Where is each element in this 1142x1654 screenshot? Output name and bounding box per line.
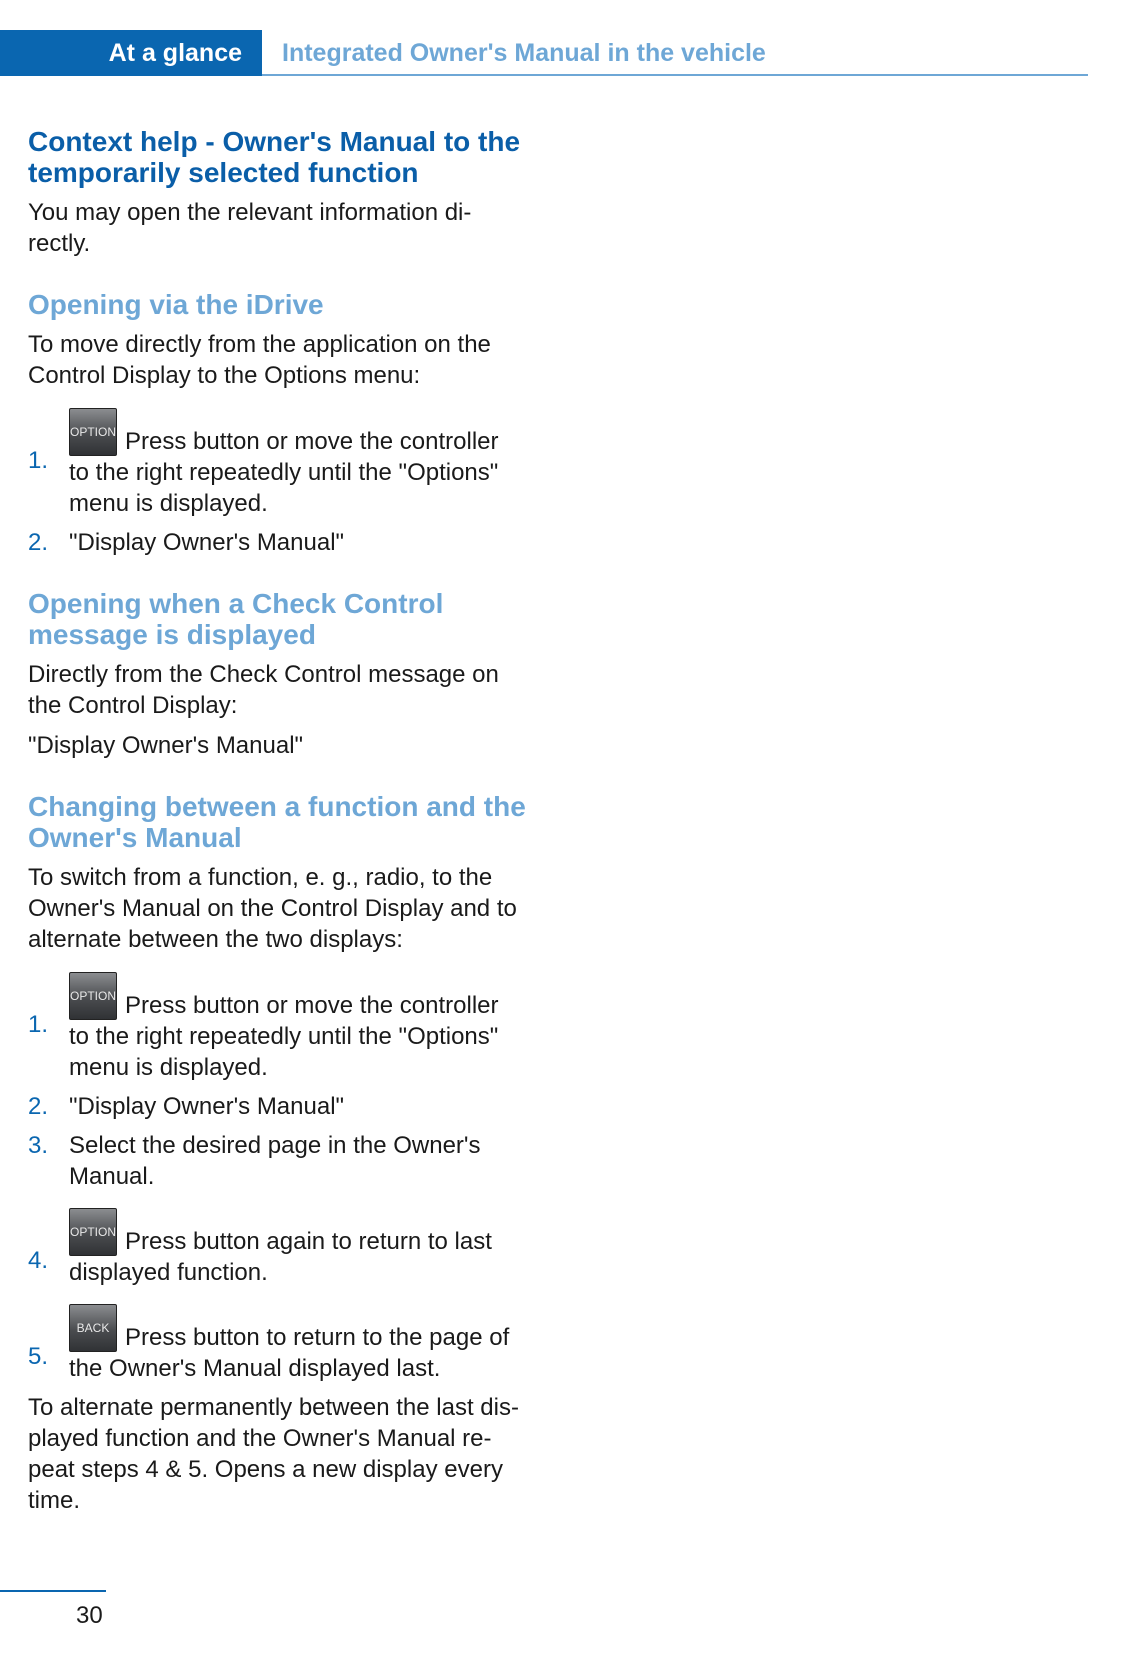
main-column	[28, 126, 548, 1525]
changing-intro: To switch from a function, e. g., radio, to the Owner's Manual on the Control Display and to alternate between the two displays:	[28, 864, 517, 953]
option-button-icon: OPTION	[69, 972, 117, 1020]
subtitle-check-control: Opening when a Check Control message is displayed	[28, 588, 444, 650]
list-item: 3. Select the desired page in the Owner's Manual.	[28, 1132, 481, 1190]
option-button-icon: OPTION	[69, 1208, 117, 1256]
via-idrive-intro: To move directly from the application on the Control Display to the Options menu:	[28, 331, 491, 389]
footer-rule	[0, 1590, 106, 1592]
check-control-action: "Display Owner's Manual"	[28, 732, 304, 759]
header-section-tab: At a glance	[0, 30, 262, 76]
header-chapter-title: Integrated Owner's Manual in the vehicle	[282, 39, 766, 67]
list-item: 1. OPTION Press button or move the controller to the right repeatedly until the "Options" menu is displayed.	[28, 408, 548, 519]
list-item: 4. OPTION Press button again to return to last displayed function.	[28, 1208, 548, 1288]
subtitle-via-idrive: Opening via the iDrive	[28, 289, 324, 320]
option-button-icon: OPTION	[69, 408, 117, 456]
changing-steps	[28, 972, 548, 1384]
context-help-intro: You may open the relevant information di- rectly.	[28, 199, 472, 257]
section-title-context-help: Context help - Owner's Manual to the temporarily selected function	[28, 126, 521, 188]
subtitle-changing: Changing between a function and the Owner's Manual	[28, 791, 526, 853]
changing-outro: To alternate permanently between the last dis- played function and the Owner's Manual re- peat steps 4 & 5. Opens a new display every time.	[28, 1394, 519, 1514]
list-item: 2. "Display Owner's Manual"	[28, 529, 345, 556]
check-control-intro: Directly from the Check Control message on the Control Display:	[28, 661, 499, 719]
via-idrive-steps	[28, 408, 548, 558]
list-item: 2. "Display Owner's Manual"	[28, 1093, 345, 1120]
header-rule	[262, 74, 1088, 76]
list-item: 5. BACK Press button to return to the page of the Owner's Manual displayed last.	[28, 1304, 548, 1384]
page-number: 30	[76, 1602, 103, 1629]
back-button-icon: BACK	[69, 1304, 117, 1352]
list-item: 1. OPTION Press button or move the controller to the right repeatedly until the "Options" menu is displayed.	[28, 972, 548, 1083]
